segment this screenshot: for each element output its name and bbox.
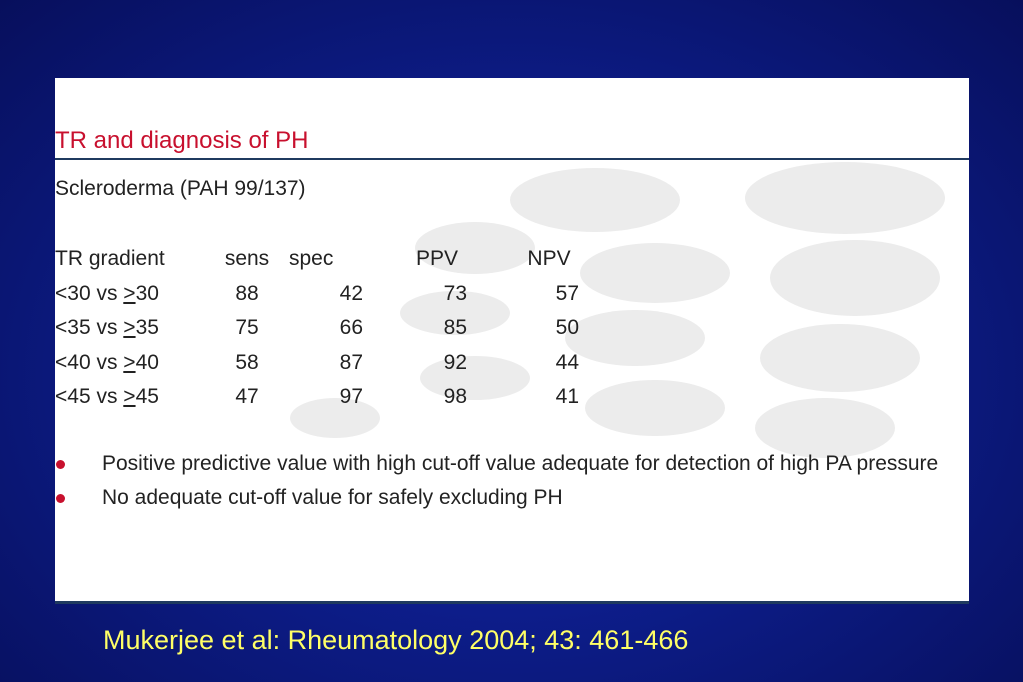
cell-spec: 87: [339, 350, 363, 374]
table-header-npv: NPV: [527, 247, 571, 271]
row-cutoff: [55, 380, 217, 415]
row-cutoff: [55, 277, 217, 312]
cell-sens: 58: [235, 350, 259, 374]
bullet-text: No adequate cut-off value for safely excluding PH: [102, 486, 563, 509]
cell-spec: 42: [339, 281, 363, 305]
row-cutoff: [55, 346, 217, 381]
bullet-dot-icon: [56, 494, 65, 503]
citation: Mukerjee et al: Rheumatology 2004; 43: 461-466: [103, 625, 689, 655]
cell-sens: 75: [235, 316, 259, 340]
table-header-sens: sens: [224, 247, 270, 271]
table-header-ppv: PPV: [415, 247, 459, 271]
cell-npv: 50: [555, 316, 579, 340]
cell-spec: 66: [339, 316, 363, 340]
bullet-item: [55, 484, 969, 512]
cell-npv: 41: [555, 385, 579, 409]
row-cutoff: [55, 311, 217, 346]
bullet-dot-icon: [56, 460, 65, 469]
title-divider: [55, 158, 969, 160]
cell-sens: 47: [235, 385, 259, 409]
cell-ppv: 98: [443, 385, 467, 409]
bottom-divider: [55, 601, 969, 604]
cutoff-lt: <30 vs: [55, 281, 124, 305]
cell-ppv: 73: [443, 281, 467, 305]
bullet-list: [55, 450, 969, 518]
cell-ppv: 92: [443, 350, 467, 374]
bullet-text: Positive predictive value with high cut-off value adequate for detection of high PA pressure: [102, 452, 939, 475]
slide-title: TR and diagnosis of PH: [55, 127, 309, 154]
table-row: [55, 277, 603, 312]
bullet-item: [55, 450, 969, 478]
table-header-tr-gradient: TR gradient: [55, 247, 165, 271]
cutoff-ge-symbol: >: [123, 350, 136, 374]
table-header-row: [55, 242, 603, 277]
cutoff-ge-symbol: >: [123, 316, 136, 340]
cell-npv: 44: [555, 350, 579, 374]
cutoff-value: 45: [135, 385, 159, 409]
cutoff-lt: <35 vs: [55, 316, 124, 340]
cutoff-value: 35: [135, 316, 159, 340]
cell-sens: 88: [235, 281, 259, 305]
cutoff-value: 40: [135, 350, 159, 374]
cell-ppv: 85: [443, 316, 467, 340]
cutoff-lt: <40 vs: [55, 350, 124, 374]
table-header-spec: spec: [289, 247, 334, 271]
cell-npv: 57: [555, 281, 579, 305]
cell-spec: 97: [339, 385, 363, 409]
table-row: [55, 346, 603, 381]
cutoff-value: 30: [135, 281, 159, 305]
cutoff-lt: <45 vs: [55, 385, 124, 409]
table-row: [55, 380, 603, 415]
table-row: [55, 311, 603, 346]
cutoff-ge-symbol: >: [123, 281, 136, 305]
slide-panel: [55, 78, 969, 602]
tr-gradient-table: [55, 242, 603, 415]
cutoff-ge-symbol: >: [123, 385, 136, 409]
slide-subtitle: Scleroderma (PAH 99/137): [55, 177, 306, 200]
